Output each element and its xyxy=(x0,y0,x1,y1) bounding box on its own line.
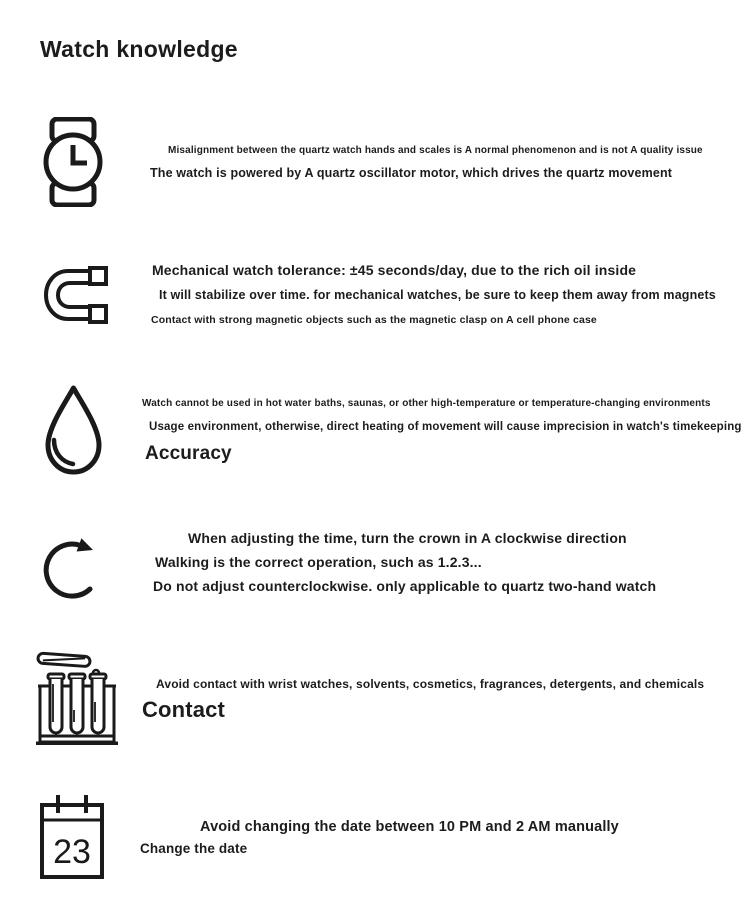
contact-heading: Contact xyxy=(142,697,225,722)
hot-water-warning-note: Watch cannot be used in hot water baths, saunas, or other high-temperature or temperature-changing environments xyxy=(142,398,711,409)
walking-operation-note: Walking is the correct operation, such as 1.2.3... xyxy=(155,554,482,570)
calendar-day-number: 23 xyxy=(53,833,91,871)
clockwise-arrow-icon xyxy=(42,528,108,606)
quartz-misalignment-note: Misalignment between the quartz watch hands and scales is A normal phenomenon and is not A quality issue xyxy=(168,145,703,156)
chemicals-warning-note: Avoid contact with wrist watches, solvents, cosmetics, fragrances, detergents, and chemicals xyxy=(156,677,705,691)
water-drop-icon xyxy=(42,383,105,478)
magnetic-objects-note: Contact with strong magnetic objects such as the magnetic clasp on A cell phone case xyxy=(151,314,597,326)
magnet-icon xyxy=(42,266,110,324)
magnet-warning-note: It will stabilize over time. for mechanical watches, be sure to keep them away from magnets xyxy=(159,288,716,302)
date-change-warning-note: Avoid changing the date between 10 PM and 2 AM manually xyxy=(200,819,619,835)
mechanical-tolerance-note: Mechanical watch tolerance: ±45 seconds/day, due to the rich oil inside xyxy=(152,262,637,278)
page-title: Watch knowledge xyxy=(40,36,238,62)
accuracy-heading: Accuracy xyxy=(145,443,232,464)
calendar-icon xyxy=(40,793,104,879)
test-tubes-icon xyxy=(36,650,118,745)
crown-clockwise-note: When adjusting the time, turn the crown in A clockwise direction xyxy=(188,530,627,546)
change-date-heading: Change the date xyxy=(140,841,248,856)
watch-icon xyxy=(42,117,104,207)
usage-environment-note: Usage environment, otherwise, direct heating of movement will cause imprecision in watch's timekeeping xyxy=(149,421,742,433)
quartz-movement-note: The watch is powered by A quartz oscillator motor, which drives the quartz movement xyxy=(150,166,673,180)
counterclockwise-warning-note: Do not adjust counterclockwise. only applicable to quartz two-hand watch xyxy=(153,578,657,594)
